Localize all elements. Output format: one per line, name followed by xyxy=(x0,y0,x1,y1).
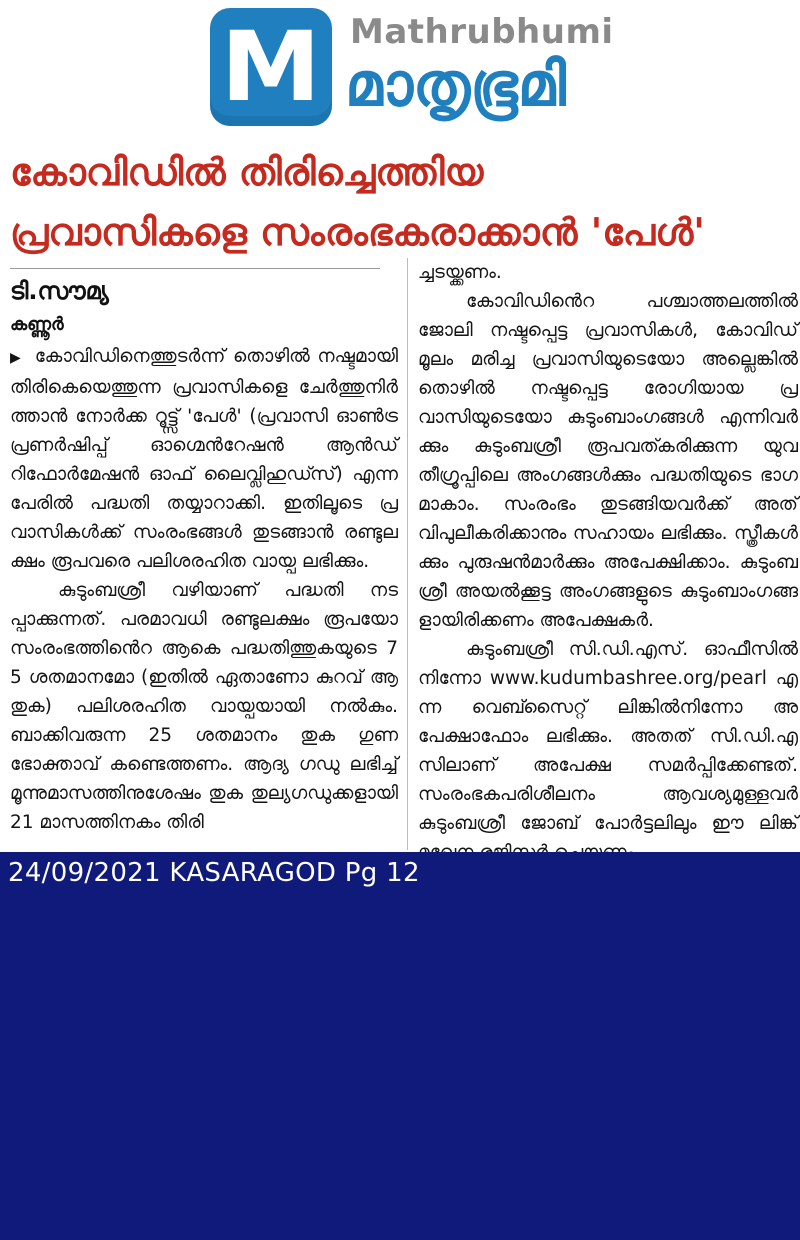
paragraph-text: കോവിഡിനെത്തുടർന്ന് തൊഴിൽ നഷ്ടമായി തിരികെയെത്തുന്ന പ്രവാസികളെ ചേർത്തുനിർത്താൻ നോർക്ക റൂട്ട്സ് 'പേൾ' (പ്രവാസി ഓൺട്രപ്രണർഷിപ്പ് ഓഗ്മെൻറേഷൻ ആൻഡ് റിഫോർമേഷൻ ഓഫ് ലൈവ്ലിഹുഡ്സ്) എന്ന പേരിൽ പദ്ധതി തയ്യാറാക്കി. ഇതിലൂടെ പ്രവാസികൾക്ക് സംരംഭങ്ങൾ തുടങ്ങാൻ രണ്ടുലക്ഷം രൂപവരെ പലിശരഹിത വായ്പ ലഭിക്കും. xyxy=(10,346,398,572)
byline-rule xyxy=(10,268,380,269)
masthead xyxy=(0,0,800,140)
mathrubhumi-m-logo xyxy=(210,8,332,126)
edition-footer xyxy=(0,852,800,1240)
article-paragraph: കുടുംബശ്രീ സി.ഡി.എസ്. ഓഫീസിൽനിന്നോ www.kudumbashree.org/pearl എന്ന വെബ്സൈറ്റ് ലിങ്കിൽനിന്നോ അപേക്ഷാഫോം ലഭിക്കും. അതത് സി.ഡി.എസിലാണ് അപേക്ഷ സമർപ്പിക്കേണ്ടത്. സംരംഭകപരിശീലനം ആവശ്യമുള്ളവർ കുടുംബശ്രീ ജോബ് പോർട്ടലിലും ഈ ലിങ്ക് xyxy=(418,639,798,834)
article-column-left xyxy=(10,342,398,837)
column-divider xyxy=(407,258,408,850)
article-column-right xyxy=(418,258,798,867)
headline-line-1: കോവിഡിൽ തിരിച്ചെത്തിയ xyxy=(10,150,484,194)
bullet-arrow-icon: ▶ xyxy=(10,350,21,366)
article-paragraph xyxy=(10,342,398,576)
article-paragraph: ച്ചടയ്ക്കണം. xyxy=(418,262,502,283)
article-paragraph: കുടുംബശ്രീ വഴിയാണ് പദ്ധതി നടപ്പാക്കുന്നത്. പരമാവധി രണ്ടുലക്ഷം രൂപയോ സംരംഭത്തിൻെറ ആകെ പദ്ധതിത്തുകയുടെ 75 ശതമാനമോ (ഇതിൽ ഏതാണോ കുറവ് ആ തുക) പലിശരഹിത വായ്പയായി നൽകും. ബാക്കിവരുന്ന 25 ശതമാനം തുക ഗുണഭോക്താവ് കണ്ടെത്തണം. ആദ്യ ഗഡു ലഭിച്ച് മൂന്നുമാസത്തിനുശേഷം തുക തുല്യഗഡുക്കളായി 21 മാസത്തിനകം തിരി xyxy=(10,580,398,833)
headline-line-2: പ്രവാസികളെ സംരംഭകരാക്കാൻ 'പേൾ' xyxy=(10,210,705,254)
author-byline: ടി.സൗമ്യ xyxy=(10,277,109,305)
headline xyxy=(10,142,795,262)
dateline-place: കണ്ണൂർ xyxy=(10,314,64,335)
article-paragraph: കോവിഡിൻെറ പശ്ചാത്തലത്തിൽ ജോലി നഷ്ടപ്പെട്ട പ്രവാസികൾ, കോവിഡ് മൂലം മരിച്ച പ്രവാസിയുടെയോ അല്ലെങ്കിൽ തൊഴിൽ നഷ്ടപ്പെട്ട രോഗിയായ പ്രവാസിയുടെയോ കുടുംബാംഗങ്ങൾ എന്നിവർക്കും കുടുംബശ്രീ രൂപവത്കരിക്കുന്ന യുവതീഗ്രൂപ്പിലെ അംഗങ്ങൾക്കും പദ്ധതിയുടെ ഭാഗമാകാം. സംരംഭം തുടങ്ങിയവർക്ക് അത് വിപുലീകരിക്കാനും സഹായം ലഭിക്കും. സ്ത്രീകൾക്കും പുരുഷൻമാർക്കും അപേക്ഷിക്കാം. കുടുംബശ്രീ അയൽക്കൂട്ട അംഗങ്ങളുടെ കുടുംബാംഗങ്ങളായിരിക്കണം അപേക്ഷകർ. xyxy=(418,291,798,631)
brand-name-malayalam: മാതൃഭൂമി xyxy=(345,50,566,120)
logo-letter: M xyxy=(220,11,322,123)
brand-name-english: Mathrubhumi xyxy=(350,12,614,52)
edition-info: 24/09/2021 KASARAGOD Pg 12 xyxy=(8,858,420,888)
